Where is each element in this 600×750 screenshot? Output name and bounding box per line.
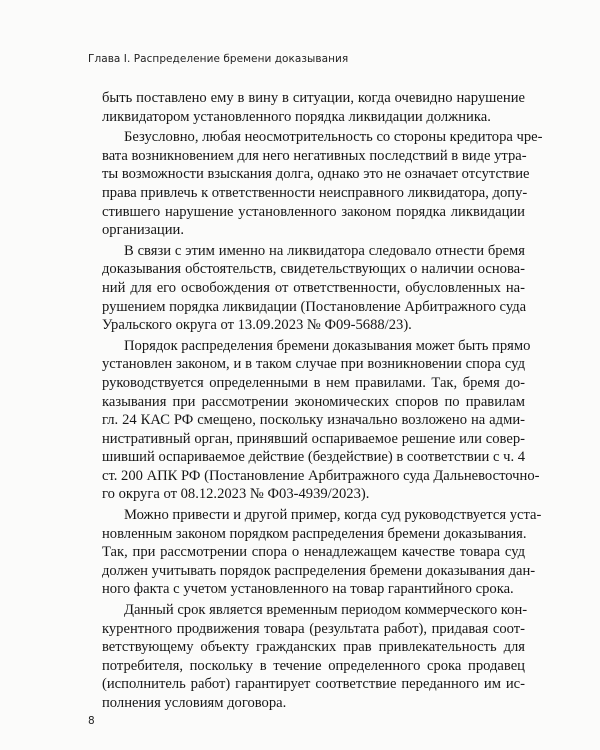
text-line: Данный срок является временным периодом коммерческого кон-: [124, 602, 528, 619]
text-line: должен учитывать порядок распределения бремени доказывания дан-: [102, 562, 536, 579]
text-line: ст. 200 АПК РФ (Постановление Арбитражного суда Дальневосточно-: [102, 467, 540, 484]
text-line: руководствуется определенными в нем правилами. Так, бремя до-: [102, 374, 525, 391]
text-line: Порядок распределения бремени доказывания может быть прямо: [124, 337, 531, 354]
body-text: [102, 89, 543, 715]
text-line: гл. 24 КАС РФ смещено, поскольку изначально возложено на адми-: [102, 412, 525, 429]
text-line: доказывания обстоятельств, свидетельствующих о наличии основа-: [102, 261, 525, 278]
paragraph-2: [102, 128, 543, 240]
text-line: рушением порядка ликвидации (Постановление Арбитражного суда: [102, 298, 527, 315]
text-line: быть поставлено ему в вину в ситуации, когда очевидно нарушение: [102, 90, 525, 106]
text-line: нистративный орган, принявший оспариваемое решение или совер-: [102, 430, 525, 447]
text-line: стившего нарушение установленного законом порядка ликвидации: [102, 203, 525, 220]
text-line: вата возникновением для него негативных последствий в виде утра-: [102, 147, 527, 164]
text-line: ты возможности взыскания долга, однако это не означает отсутствие: [102, 166, 530, 183]
page-number: 8: [88, 715, 95, 727]
paragraph-1: [102, 89, 525, 126]
text-line: Безусловно, любая неосмотрительность со стороны кредитора чре-: [124, 129, 543, 146]
text-line: го округа от 08.12.2023 № Ф03-4939/2023).: [102, 486, 370, 503]
paragraph-3: [102, 242, 525, 335]
text-line: ликвидатором установленного порядка ликвидации должника.: [102, 108, 491, 125]
text-line: (исполнитель работ) гарантирует соответствие переданного им ис-: [102, 676, 525, 693]
text-line: Можно привести и другой пример, когда суд руководствуется уста-: [124, 507, 542, 524]
text-line: курентного продвижения товара (результата работ), придавая соот-: [102, 620, 525, 637]
text-line: ного факта с учетом установленного на товар гарантийного срока.: [102, 581, 514, 598]
text-line: Так, при рассмотрении спора о ненадлежащем качестве товара суд: [102, 544, 525, 561]
text-line: В связи с этим именно на ликвидатора следовало отнести бремя: [124, 242, 525, 259]
text-line: установлен законом, и в таком случае при возникновении спора суд: [102, 356, 525, 373]
text-line: ветствующему объекту гражданских прав привлекательность для: [102, 639, 525, 656]
text-line: казывания при рассмотрении экономических споров по правилам: [102, 393, 525, 410]
text-line: ний для его освобождения от ответственности, обусловленных на-: [102, 279, 525, 296]
text-line: права привлечь к ответственности неисправного ликвидатора, допу-: [102, 184, 528, 201]
paragraph-4: [102, 337, 540, 504]
text-line: полнения условиям договора.: [102, 695, 287, 711]
text-line: Уральского округа от 13.09.2023 № Ф09-5688/23).: [102, 317, 412, 334]
paragraph-5: [102, 506, 542, 599]
text-line: организации.: [102, 222, 184, 239]
running-head: Глава I. Распределение бремени доказывания: [88, 53, 349, 65]
text-line: шивший оспариваемое действие (бездействие) в соответствии с ч. 4: [102, 449, 526, 466]
text-line: новленным законом порядком распределения бремени доказывания.: [102, 525, 527, 542]
text-line: потребителя, поскольку в течение определенного срока продавец: [102, 657, 525, 674]
paragraph-6: [102, 601, 528, 713]
